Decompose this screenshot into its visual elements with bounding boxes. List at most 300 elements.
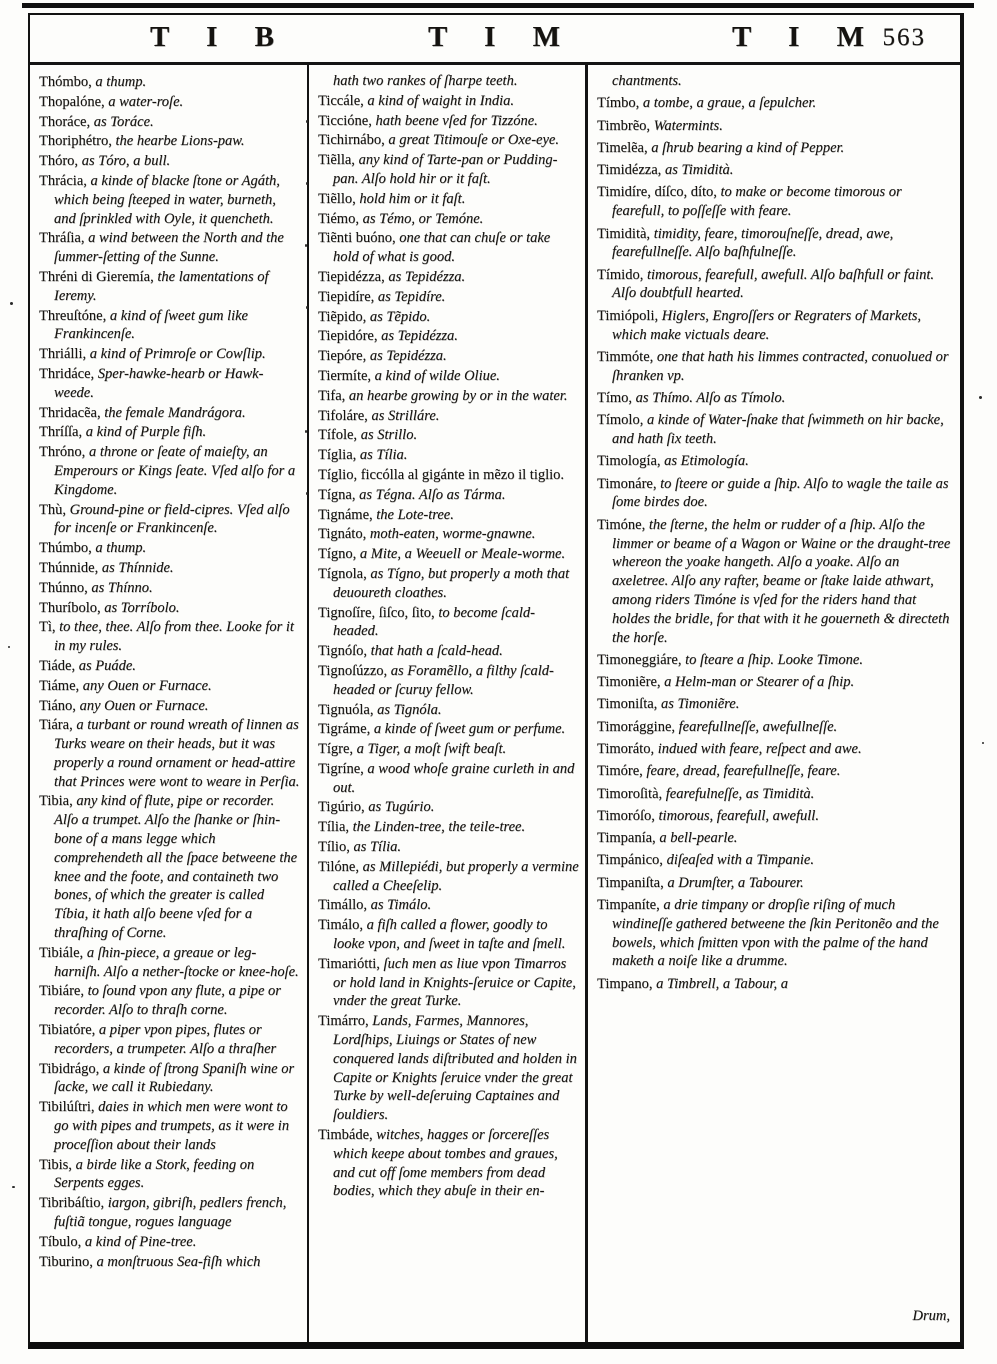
column-1 xyxy=(30,65,307,1342)
definition: the ſterne, the helm or rudder of a ſhip. Alſo the limmer or beame of a Wagon or Waine or the draught-tree whereon the yoake hangeth. Alſo a yoake. Alſo an axeletree. Alſo any rafter, beame or ſtake laide athwart, among riders Timóne is vſed for the riders hand that holdes the bridle, for that with it he gouerneth & directeth the horſe. xyxy=(612,516,951,646)
headword: Tíglia, xyxy=(318,447,360,464)
dictionary-entry xyxy=(597,475,954,513)
dictionary-entry xyxy=(39,1098,301,1154)
headword: Tifoláre, xyxy=(318,407,372,424)
headword: Tíglio, ficcólla al gigánte in mẽzo il tiglio. xyxy=(318,466,565,483)
definition: as Tília. xyxy=(353,839,401,856)
headword: Timpánico, xyxy=(597,852,667,869)
definition: indued with feare, reſpect and awe. xyxy=(657,741,862,757)
definition: a kinde of blacke ſtone or Agáth, which being ſteeped in water, burneth, and ſprinkled with Oyle, it quencheth. xyxy=(54,172,280,227)
headword: Timmóte, xyxy=(597,348,657,365)
definition: witches, hagges or ſorcereſſes which keepe about tombes and graues, and cut off ſome members from dead bodies, which they abuſe in their en- xyxy=(333,1127,558,1200)
definition: a kind of Primroſe or Cowſlip. xyxy=(89,346,266,363)
headword: Threuſtóne, xyxy=(39,307,110,324)
definition: Watermints. xyxy=(653,117,723,134)
definition: as Tígno, but properly a moth that deuoureth cloathes. xyxy=(333,565,570,601)
headword: Tímido, xyxy=(597,266,647,283)
definition: to become ſcald-headed. xyxy=(333,604,535,640)
definition: as Thínnide. xyxy=(101,559,174,576)
definition: as Thímo. Alſo as Tímolo. xyxy=(635,389,786,406)
headword: Thriálli, xyxy=(39,346,90,363)
headword: Timidità, xyxy=(597,225,654,242)
headword: Tiẽllo, xyxy=(318,190,360,207)
headword: Tibidrágo, xyxy=(39,1060,103,1077)
dictionary-entry xyxy=(597,452,954,471)
headword: Tiáno, xyxy=(39,697,80,714)
headword: Tichirnábo, xyxy=(318,132,389,149)
definition: a kind of waight in India. xyxy=(367,92,515,109)
headword: Tiermíte, xyxy=(318,367,375,384)
headword: Tibiáre, xyxy=(39,983,88,1000)
definition: as Timidità. xyxy=(664,162,734,179)
headword: Thoráce, xyxy=(39,113,94,130)
dictionary-entry xyxy=(39,579,301,598)
scan-noise-speck xyxy=(982,742,984,744)
definition: as Tugúrio. xyxy=(368,799,435,816)
headword: Timoniẽre, xyxy=(597,674,665,691)
headword: Thúnno, xyxy=(39,579,92,596)
dictionary-entry xyxy=(318,506,579,525)
headword: Thúmbo, xyxy=(39,540,96,557)
definition: feare, dread, fearefullneſſe, feare. xyxy=(646,763,841,780)
text-columns xyxy=(30,65,960,1342)
headword: Tibia, xyxy=(39,793,77,810)
dictionary-entry xyxy=(318,210,579,229)
definition: to ſteare a ſhip. Looke Timone. xyxy=(685,651,863,668)
dictionary-entry xyxy=(318,760,579,798)
dictionary-entry xyxy=(318,858,579,896)
definition: as Tepidézza. xyxy=(388,268,466,285)
dictionary-entry xyxy=(39,501,301,539)
headword: Tignuóla, xyxy=(318,701,378,718)
dictionary-entry xyxy=(318,268,579,287)
definition: as Tília. xyxy=(359,447,408,464)
definition: as Témo, or Temóne. xyxy=(362,210,484,227)
dictionary-entry xyxy=(318,190,579,209)
dictionary-entry xyxy=(597,740,954,759)
definition: daies in which men were wont to go with pipes and trumpets, as it were in proceſſion about their lands xyxy=(54,1099,290,1153)
scan-noise-speck xyxy=(305,244,307,247)
definition: to ſteere or guide a ſhip. Alſo to wagle the taile as ſome birdes doe. xyxy=(612,475,949,511)
dictionary-entry xyxy=(39,657,301,676)
definition: a thump. xyxy=(95,74,147,90)
headword: Tígnola, xyxy=(318,565,371,582)
dictionary-entry xyxy=(597,183,954,221)
dictionary-entry xyxy=(39,345,301,364)
dictionary-entry xyxy=(597,307,954,345)
running-head-center: T I M xyxy=(428,21,575,53)
scan-noise-speck xyxy=(979,396,982,399)
dictionary-entry xyxy=(318,92,579,111)
page-top-rule xyxy=(22,3,974,8)
definition: to thee, thee. Alſo from thee. Looke for it in my rules. xyxy=(54,619,294,655)
headword: Tiẽnti buóno, xyxy=(318,230,400,247)
scan-noise-speck xyxy=(305,430,307,433)
definition: iargon, gibriſh, pedlers french, fuſtiã tongue, rogues language xyxy=(54,1195,287,1231)
headword: Timóne, xyxy=(597,516,649,533)
headword: Tigúrio, xyxy=(318,799,369,816)
dictionary-entry xyxy=(39,1021,301,1059)
running-head-right: T I M xyxy=(732,21,879,53)
headword: Thréni di Gieremía, xyxy=(39,268,158,285)
headword: Timpanía, xyxy=(597,830,660,847)
definition: as Toráce. xyxy=(93,113,154,130)
definition: a Timbrell, a Tabour, a xyxy=(656,975,788,992)
definition: as Millepiédi, but properly a vermine called a Cheeſelip. xyxy=(333,858,579,894)
scan-noise-speck xyxy=(12,1186,15,1188)
dictionary-entry xyxy=(318,446,579,465)
headword: Tifa, xyxy=(318,387,349,404)
definition: diſeaſed with a Timpanie. xyxy=(666,852,814,869)
dictionary-entry xyxy=(597,411,954,449)
headword: Ticcále, xyxy=(318,92,368,109)
headword: Tília, xyxy=(318,819,353,836)
dictionary-entry xyxy=(39,365,301,403)
dictionary-entry xyxy=(597,718,954,737)
headword: Tiáme, xyxy=(39,677,83,694)
definition: any kind of Tarte-pan or Pudding-pan. Alſo hold hir or it faſt. xyxy=(333,152,558,187)
definition: a Mite, a Weeuell or Meale-worme. xyxy=(359,546,566,563)
dictionary-entry xyxy=(318,525,579,544)
definition: as Tégna. Alſo as Tárma. xyxy=(359,486,506,503)
definition: a kinde of Water-ſnake that ſwimmeth on hir backe, and hath ſix teeth. xyxy=(612,412,944,448)
dictionary-entry xyxy=(318,545,579,564)
catchword: Drum, xyxy=(912,1308,950,1325)
dictionary-entry xyxy=(597,94,954,113)
dictionary-entry xyxy=(39,404,301,423)
headword: Tì, xyxy=(39,619,60,636)
dictionary-entry xyxy=(597,516,954,648)
definition: as Tóro, a bull. xyxy=(81,153,171,170)
running-head xyxy=(30,15,960,65)
definition: the Linden-tree, the teile-tree. xyxy=(352,819,526,836)
definition: a Helm-man or Stearer of a ſhip. xyxy=(664,674,855,691)
definition: a ſhrub bearing a kind of Pepper. xyxy=(651,139,845,156)
definition: as Foramẽllo, a filthy ſcald-headed or ſcuruy fellow. xyxy=(333,662,554,698)
headword: Tibis, xyxy=(39,1156,76,1173)
headword: Tiepóre, xyxy=(318,348,370,365)
headword: Timoneggiáre, xyxy=(597,651,686,668)
dictionary-entry xyxy=(318,818,579,837)
headword: Timálo, xyxy=(318,917,367,934)
definition: a Drumſter, a Tabourer. xyxy=(667,874,804,891)
headword: Tiepidíre, xyxy=(318,288,378,305)
headword: Timariótti, xyxy=(318,955,384,972)
definition: a monſtruous Sea-fiſh which xyxy=(96,1253,261,1270)
dictionary-entry xyxy=(597,975,954,994)
headword: Timidézza, xyxy=(597,162,665,179)
definition: as Timálo. xyxy=(370,897,432,914)
definition: fearefullneſſe, awefullneſſe. xyxy=(678,718,838,735)
definition: to ſound vpon any flute, a pipe or recorder. Alſo to thraſh corne. xyxy=(54,983,281,1019)
headword: Tignáme, xyxy=(318,506,377,523)
headword: Timorággine, xyxy=(597,718,679,735)
column-2 xyxy=(307,65,585,1342)
definition: a throne or ſeate of maieſty, an Emperours or Kings ſeate. Vſed alſo for a Kingdome. xyxy=(54,444,296,498)
headword: Tigríne, xyxy=(318,760,368,777)
headword: Thróno, xyxy=(39,444,89,461)
headword: Timología, xyxy=(597,453,665,470)
headword: Tignoſíre, ſiſco, ſito, xyxy=(318,604,439,621)
dictionary-entry xyxy=(39,1194,301,1232)
headword: Tíbulo, xyxy=(39,1233,85,1250)
definition: a Tiger, a moſt ſwift beaſt. xyxy=(356,741,507,758)
headword: Thrácia, xyxy=(39,172,91,189)
definition: any kind of flute, pipe or recorder. Alſo a trumpet. Alſo the ſhanke or ſhin-bone of a mans legge which comprehendeth all the ſpace betweene the knee and the foote, and containeth two bones, of which the greater is called Tíbia, it hath alſo beene vſed for a thraſhing of Corne. xyxy=(54,793,298,942)
dictionary-entry xyxy=(318,740,579,759)
dictionary-entry xyxy=(318,229,579,267)
headword: Thuríbolo, xyxy=(39,599,105,616)
page-frame xyxy=(28,13,964,1349)
running-head-left: T I B xyxy=(150,21,289,53)
dictionary-entry xyxy=(39,113,301,132)
headword: Timoroſità, xyxy=(597,785,666,802)
dictionary-entry xyxy=(39,1253,301,1272)
dictionary-entry xyxy=(39,944,301,982)
headword: Thridáce, xyxy=(39,365,98,382)
headword: Timoráto, xyxy=(597,741,658,757)
headword: Tímolo, xyxy=(597,412,647,429)
dictionary-entry xyxy=(39,443,301,499)
dictionary-entry xyxy=(318,367,579,386)
dictionary-entry xyxy=(39,93,301,112)
headword: Tígno, xyxy=(318,546,360,563)
definition: as Puáde. xyxy=(78,657,136,674)
definition: a kinde of ſweet gum or perfume. xyxy=(373,721,566,738)
definition: fearefulneſſe, as Timidità. xyxy=(665,785,815,802)
headword: Tibiatóre, xyxy=(39,1022,99,1039)
definition: one that can chuſe or take hold of what is good. xyxy=(333,230,551,266)
dictionary-entry xyxy=(39,229,301,267)
dictionary-entry xyxy=(597,348,954,386)
definition: the Lote-tree. xyxy=(376,506,454,523)
dictionary-entry xyxy=(318,720,579,739)
headword: Timpaniſta, xyxy=(597,874,668,891)
definition: as Etimología. xyxy=(664,453,749,470)
definition: a kind of Pine-tree. xyxy=(84,1233,197,1250)
headword: Ticcióne, xyxy=(318,112,376,129)
definition: any Ouen or Furnace. xyxy=(82,677,212,694)
dictionary-entry xyxy=(318,798,579,817)
headword: Tiẽlla, xyxy=(318,152,359,169)
headword: Thopalóne, xyxy=(39,93,109,110)
dictionary-entry xyxy=(39,697,301,716)
definition: a kind of Purple fiſh. xyxy=(85,424,207,441)
definition: chantments. xyxy=(612,73,682,89)
headword: Tílio, xyxy=(318,839,354,856)
definition: a ſhin-piece, a greaue or leg-harniſh. Alſo a nether-ſtocke or knee-hoſe. xyxy=(54,944,299,980)
headword: Tiára, xyxy=(39,717,77,734)
dictionary-entry xyxy=(318,1012,579,1125)
dictionary-entry xyxy=(318,1126,579,1201)
dictionary-entry xyxy=(597,266,954,304)
dictionary-entry xyxy=(39,1156,301,1194)
definition: the female Mandrágora. xyxy=(104,404,246,421)
headword: Tífole, xyxy=(318,427,361,444)
definition: a birde like a Stork, feeding on Serpents egges. xyxy=(54,1156,255,1192)
definition: a thump. xyxy=(95,540,147,557)
definition: as Thínno. xyxy=(91,579,153,596)
headword: Timállo, xyxy=(318,897,371,914)
dictionary-entry xyxy=(318,838,579,857)
headword: Thridacẽa, xyxy=(39,404,105,421)
dictionary-entry xyxy=(318,347,579,366)
definition: as Tepidézza. xyxy=(369,348,447,365)
dictionary-entry xyxy=(597,807,954,826)
definition: Sper-hawke-hearb or Hawk-weede. xyxy=(54,365,264,401)
dictionary-entry xyxy=(318,955,579,1011)
definition: ſuch men as liue vpon Timarros or hold land in Knights-ſeruice or Capite, vnder the great Turke. xyxy=(333,955,576,1010)
dictionary-entry xyxy=(318,327,579,346)
headword: Tígna, xyxy=(318,486,360,503)
definition: moth-eaten, worme-gnawne. xyxy=(369,526,536,543)
definition: a kind of ſweet gum like Frankincenſe. xyxy=(54,307,248,343)
headword: Tiémo, xyxy=(318,210,363,227)
dictionary-entry xyxy=(318,565,579,603)
dictionary-entry xyxy=(318,604,579,642)
definition: the hearbe Lions-paw. xyxy=(115,133,245,150)
definition: as Tẽpido. xyxy=(369,308,431,325)
headword: Tígre, xyxy=(318,741,357,758)
definition: a turbant or round wreath of linnen as Turks weare on their heads, but it was properly a round ornament or head-attire that Princes were wont to weare in Perſia. xyxy=(54,717,300,790)
dictionary-entry xyxy=(39,559,301,578)
dictionary-entry xyxy=(597,117,954,136)
page-number: 563 xyxy=(882,24,926,51)
dictionary-entry xyxy=(318,387,579,406)
dictionary-entry xyxy=(318,131,579,150)
dictionary-entry xyxy=(597,651,954,670)
scan-noise-speck xyxy=(306,492,308,495)
definition: as Timoniẽre. xyxy=(660,696,740,713)
dictionary-entry xyxy=(39,677,301,696)
dictionary-entry xyxy=(318,112,579,131)
headword: Thóro, xyxy=(39,153,82,170)
dictionary-entry xyxy=(39,618,301,656)
definition: hold him or it faſt. xyxy=(359,190,466,207)
dictionary-entry xyxy=(597,874,954,893)
scan-noise-speck xyxy=(8,646,10,648)
dictionary-entry xyxy=(39,172,301,228)
definition: a tombe, a graue, a ſepulcher. xyxy=(642,95,817,112)
headword: Thráſia, xyxy=(39,230,89,247)
headword: Timóre, xyxy=(597,763,647,780)
definition: a water-roſe. xyxy=(108,93,184,110)
definition: timidity, feare, timorouſneſſe, dread, awe, fearefullneſſe. Alſo baſhfulneſſe. xyxy=(612,225,894,261)
headword: Tignáto, xyxy=(318,526,370,543)
headword: Tiẽpido, xyxy=(318,308,370,325)
dictionary-entry xyxy=(318,72,579,91)
dictionary-entry xyxy=(39,73,301,92)
headword: Timbrẽo, xyxy=(597,117,654,134)
headword: Tiepidóre, xyxy=(318,328,382,345)
dictionary-entry xyxy=(597,695,954,714)
dictionary-entry xyxy=(39,152,301,171)
headword: Timbáde, xyxy=(318,1127,377,1144)
dictionary-entry xyxy=(597,225,954,263)
definition: as Tepidézza. xyxy=(381,328,458,345)
dictionary-entry xyxy=(318,701,579,720)
dictionary-entry xyxy=(318,151,579,189)
dictionary-entry xyxy=(597,139,954,158)
dictionary-entry xyxy=(597,851,954,870)
scan-noise-speck xyxy=(306,306,308,309)
headword: Tiáde, xyxy=(39,657,79,674)
dictionary-entry xyxy=(318,466,579,485)
dictionary-entry xyxy=(318,662,579,700)
definition: a wood whoſe graine curleth in and out. xyxy=(333,760,575,796)
definition: Higlers, Engroſſers or Regraters of Markets, which make victuals deare. xyxy=(612,307,921,343)
headword: Timoniſta, xyxy=(597,696,661,713)
definition: a kinde of ſtrong Spaniſh wine or ſacke, we call it Rubiedany. xyxy=(54,1060,295,1096)
dictionary-entry xyxy=(318,426,579,445)
dictionary-entry xyxy=(39,132,301,151)
headword: Tigráme, xyxy=(318,721,374,738)
headword: Thúnnide, xyxy=(39,559,102,576)
dictionary-entry xyxy=(39,1233,301,1252)
definition: hath two rankes of ſharpe teeth. xyxy=(333,73,518,89)
headword: Tímbo, xyxy=(597,95,643,112)
dictionary-entry xyxy=(39,1060,301,1098)
headword: Tiburino, xyxy=(39,1253,97,1270)
headword: Tilóne, xyxy=(318,858,363,875)
dictionary-entry xyxy=(597,673,954,692)
dictionary-entry xyxy=(39,716,301,791)
headword: Tiepidézza, xyxy=(318,268,389,285)
definition: to make or become timorous or fearefull, to poſſeſſe with feare. xyxy=(612,184,902,220)
definition: a kind of wilde Oliue. xyxy=(374,367,500,384)
definition: Lands, Farmes, Mannores, Lordſhips, Liuings or States of new conquered lands diſtributed and holden in Capite or Knights ſeruice vnder the great Turke by well-deſeruing Captaines and ſouldiers. xyxy=(333,1013,577,1124)
dictionary-entry xyxy=(318,896,579,915)
scan-noise-speck xyxy=(306,182,308,185)
dictionary-entry xyxy=(597,161,954,180)
headword: Tímo, xyxy=(597,389,636,406)
definition: any Ouen or Furnace. xyxy=(79,697,209,714)
headword: Tibiále, xyxy=(39,944,87,961)
headword: Timidíre, díſco, díto, xyxy=(597,184,721,201)
dictionary-entry xyxy=(318,308,579,327)
dictionary-entry xyxy=(39,982,301,1020)
headword: Timonáre, xyxy=(597,475,661,492)
definition: an hearbe growing by or in the water. xyxy=(348,387,568,404)
definition: a drie timpany or dropſie riſing of much windineſſe gathered betweene the ſkin Peritonẽo and the bowels, which ſmitten vpon with the palme of the hand maketh a noiſe like a drumme. xyxy=(612,897,939,970)
dictionary-entry xyxy=(597,829,954,848)
headword: Tignóſo, xyxy=(318,643,371,660)
definition: as Tignóla. xyxy=(377,701,442,718)
headword: Thríſſa, xyxy=(39,424,86,441)
dictionary-entry xyxy=(39,423,301,442)
definition: as Strillo. xyxy=(360,427,418,444)
definition: Ground-pine or field-cipres. Vſed alſo for incenſe or Frankincenſe. xyxy=(54,501,290,537)
dictionary-entry xyxy=(39,599,301,618)
definition: a great Titimouſe or Oxe-eye. xyxy=(388,132,559,149)
definition: a bell-pearle. xyxy=(659,830,738,847)
dictionary-entry xyxy=(318,916,579,954)
definition: hath beene vſed for Tizzóne. xyxy=(375,112,538,129)
definition: timorous, fearefull, awefull. Alſo baſhfull or faint. Alſo doubtfull hearted. xyxy=(612,266,935,302)
headword: Thómbo, xyxy=(39,74,96,90)
dictionary-entry xyxy=(318,642,579,661)
headword: Timelẽa, xyxy=(597,139,652,156)
dictionary-entry xyxy=(597,762,954,781)
headword: Timoróſo, xyxy=(597,807,659,824)
dictionary-entry xyxy=(39,539,301,558)
definition: that hath a ſcald-head. xyxy=(370,643,503,660)
scan-noise-speck xyxy=(306,120,308,123)
headword: Timárro, xyxy=(318,1013,373,1030)
headword: Tibribáſtio, xyxy=(39,1195,108,1212)
definition: as Torríbolo. xyxy=(104,599,180,616)
dictionary-entry xyxy=(597,896,954,971)
